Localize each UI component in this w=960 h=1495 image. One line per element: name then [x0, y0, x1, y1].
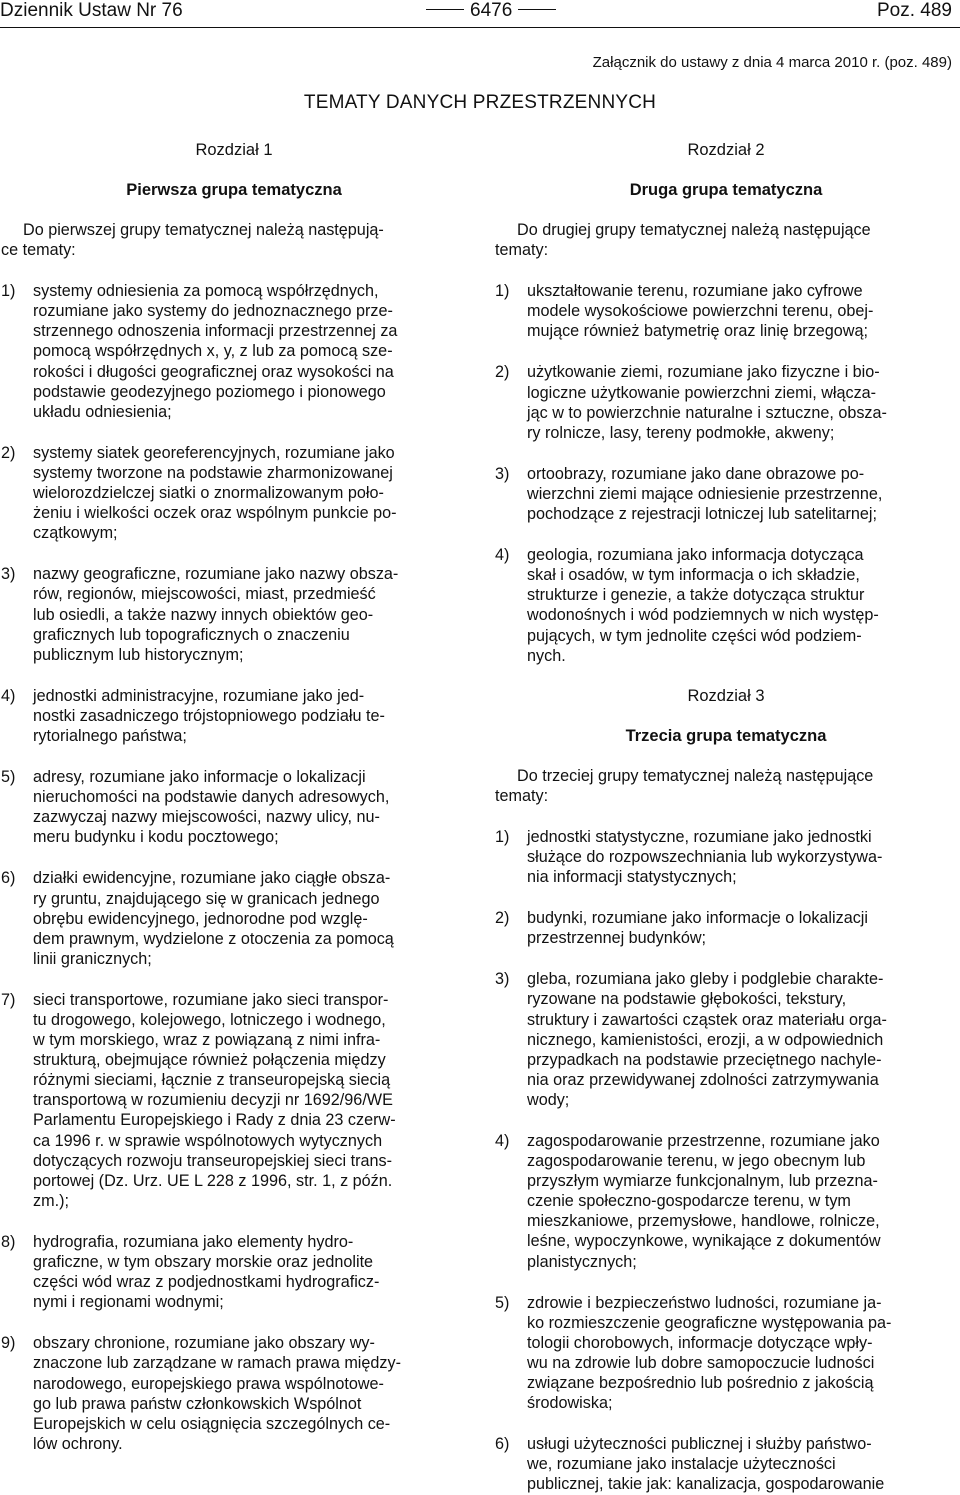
item-line: znaczone lub zarządzane w ramach prawa między- — [33, 1354, 401, 1373]
item-text — [33, 564, 467, 664]
item-line: podstawie geodezyjnego poziomego i pionowego — [33, 382, 386, 401]
item-text — [33, 767, 467, 847]
chapter-intro — [1, 220, 467, 260]
chapter-heading: Pierwsza grupa tematyczna — [126, 181, 342, 199]
item-line: przestrzennej budynków; — [527, 929, 707, 948]
item-line: linii granicznych; — [33, 949, 152, 968]
item-number: 1) — [1, 282, 16, 301]
chapter-intro — [495, 220, 957, 260]
item-line: w tym morskiego, wraz z powiązaną z nimi infra- — [33, 1031, 381, 1050]
item-text — [33, 1333, 467, 1454]
list-item — [1, 1333, 467, 1454]
item-line: leśne, wypoczynkowe, wynikające z dokumentów — [527, 1232, 881, 1251]
intro-line: tematy: — [495, 786, 549, 805]
item-line: ry gruntu, znajdującego się w granicach jednego — [33, 889, 380, 908]
item-line: logiczne użytkowanie powierzchni ziemi, włącza- — [527, 383, 877, 402]
item-line: układu odniesienia; — [33, 402, 172, 421]
item-line: we, rozumiane jako instalacje użyteczności — [527, 1455, 836, 1474]
item-line: jednostki administracyjne, rozumiane jako jed- — [33, 686, 365, 705]
item-line: geologia, rozumiana jako informacja dotycząca — [527, 546, 864, 565]
item-text — [527, 281, 957, 341]
item-number: 3) — [495, 464, 510, 483]
list-item — [495, 545, 957, 666]
item-line: tologii chorobowych, informacje dotyczące wpły- — [527, 1333, 873, 1352]
item-line: systemy odniesienia za pomocą współrzędnych, — [33, 282, 379, 301]
item-line: działki ewidencyjne, rozumiane jako ciągłe obsza- — [33, 869, 391, 888]
intro-line: ce tematy: — [1, 241, 76, 260]
item-line: różnymi sieciami, łącznie z transeuropejską siecią — [33, 1071, 391, 1090]
item-text — [527, 362, 957, 442]
item-line: ukształtowanie terenu, rozumiane jako cyfrowe — [527, 282, 863, 301]
item-number: 1) — [495, 282, 510, 301]
item-line: mujące również batymetrię oraz linię brzegową; — [527, 322, 868, 341]
item-text — [33, 281, 467, 422]
spacer — [1, 969, 467, 990]
item-line: nia informacji statystycznych; — [527, 868, 737, 887]
list-item — [1, 990, 467, 1211]
item-line: służące do rozpowszechniania lub wykorzystywa- — [527, 847, 883, 866]
item-line: ryzowane na podstawie głębokości, tekstury, — [527, 990, 847, 1009]
spacer — [1, 665, 467, 686]
item-line: lów ochrony. — [33, 1434, 123, 1453]
spacer — [1, 422, 467, 443]
header-rule — [0, 27, 960, 28]
item-line: zagospodarowanie terenu, w jego obecnym lub — [527, 1152, 866, 1171]
list-item — [495, 1434, 957, 1494]
spacer — [495, 443, 957, 464]
list-item — [1, 1232, 467, 1312]
item-line: transportową w rozumieniu decyzji nr 1692/96/WE — [33, 1091, 393, 1110]
item-text — [527, 908, 957, 948]
spacer — [1, 847, 467, 868]
chapter-number: Rozdział 2 — [687, 141, 765, 159]
item-line: graficznych lub topograficznych o znaczeniu — [33, 625, 350, 644]
item-text — [527, 545, 957, 666]
intro-line: Do trzeciej grupy tematycznej należą następujące — [517, 766, 874, 785]
item-line: planistycznych; — [527, 1252, 637, 1271]
item-line: nieruchomości na podstawie danych adresowych, — [33, 788, 390, 807]
item-number: 4) — [1, 686, 16, 705]
spacer — [495, 887, 957, 908]
item-line: nazwy geograficzne, rozumiane jako nazwy obsza- — [33, 565, 399, 584]
item-line: wodonośnych i wód podziemnych w nich występ- — [527, 606, 879, 625]
item-line: czenie społeczno-gospodarcze terenu, w tym — [527, 1192, 851, 1211]
spacer — [1, 1312, 467, 1333]
item-line: nymi i regionami wodnymi; — [33, 1293, 224, 1312]
item-number: 8) — [1, 1232, 16, 1251]
item-line: ko rozmieszczenie geograficzne występowania pa- — [527, 1313, 892, 1332]
item-line: zm.); — [33, 1191, 69, 1210]
item-line: publicznej, takie jak: kanalizacja, gospodarowanie — [527, 1475, 885, 1494]
list-item — [495, 281, 957, 341]
item-text — [527, 1293, 957, 1414]
item-line: Europejskich w celu osiągnięcia szczególnych ce- — [33, 1414, 391, 1433]
item-line: strukturą, obejmujące również połączenia między — [33, 1051, 386, 1070]
item-line: modele wysokościowe powierzchni terenu, obej- — [527, 302, 874, 321]
item-line: strzennego odnoszenia informacji przestrzennej za — [33, 322, 398, 341]
item-line: graficzne, w tym obszary morskie oraz jednolite — [33, 1253, 374, 1272]
item-line: zdrowie i bezpieczeństwo ludności, rozumiane ja- — [527, 1293, 882, 1312]
spacer — [495, 341, 957, 362]
item-line: narodowego, europejskiego prawa wspólnotowe- — [33, 1374, 384, 1393]
intro-line: Do pierwszej grupy tematycznej należą następują- — [23, 221, 384, 239]
item-line: nia oraz przewidywanej zdolności zatrzymywania — [527, 1070, 879, 1089]
item-line: ca 1996 r. w sprawie wspólnotowych wytycznych — [33, 1131, 383, 1150]
item-line: Parlamentu Europejskiego i Rady z dnia 23 czerw- — [33, 1111, 396, 1130]
spacer — [495, 806, 957, 827]
item-line: nicznego, kamienistości, erozji, a w odpowiednich — [527, 1030, 884, 1049]
item-number: 3) — [495, 970, 510, 989]
chapter-number: Rozdział 1 — [195, 141, 273, 159]
item-text — [33, 868, 467, 968]
journal-title: Dziennik Ustaw Nr 76 — [0, 0, 183, 21]
item-line: ry rolnicze, lasy, tereny podmokłe, akweny; — [527, 423, 835, 442]
item-line: związane bezpośrednio lub pośrednio z jakością — [527, 1374, 874, 1393]
item-line: systemy tworzone na podstawie zharmonizowanej — [33, 463, 393, 482]
spacer — [1, 543, 467, 564]
item-line: żeniu i wielkości oczek oraz wspólnym punkcie po- — [33, 504, 397, 523]
chapter-heading: Druga grupa tematyczna — [629, 181, 823, 199]
item-line: meru budynku i kodu pocztowego; — [33, 828, 279, 847]
item-line: nostki zasadniczego trójstopniowego podziału te- — [33, 706, 385, 725]
item-line: wu na zdrowie lub dobre samopoczucie ludności — [527, 1353, 875, 1372]
item-number: 2) — [495, 363, 510, 382]
item-line: pochodzące z rejestracji lotniczej lub satelitarnej; — [527, 505, 878, 524]
position-number: Poz. 489 — [877, 0, 952, 21]
list-item — [1, 564, 467, 664]
item-line: nych. — [527, 646, 566, 665]
dash-left — [426, 9, 464, 10]
item-line: skał i osadów, w tym informacja o ich składzie, — [527, 566, 860, 585]
item-line: adresy, rozumiane jako informacje o lokalizacji — [33, 768, 366, 787]
item-line: obszary chronione, rozumiane jako obszary wy- — [33, 1334, 375, 1353]
list-item — [495, 1293, 957, 1414]
item-line: rytorialnego państwa; — [33, 726, 187, 745]
document-title: TEMATY DANYCH PRZESTRZENNYCH — [303, 92, 657, 113]
spacer — [1, 260, 467, 281]
spacer — [495, 1272, 957, 1293]
list-item — [495, 969, 957, 1110]
item-text — [527, 1434, 957, 1494]
page-number-text: 6476 — [470, 0, 513, 21]
item-number: 4) — [495, 1132, 510, 1150]
item-number: 6) — [1, 869, 16, 888]
item-line: jąc w to powierzchnie naturalne i sztuczne, obsza- — [527, 403, 887, 422]
item-line: czątkowym; — [33, 524, 118, 543]
item-text — [33, 443, 467, 543]
item-text — [33, 686, 467, 746]
chapter-heading: Trzecia grupa tematyczna — [625, 726, 827, 745]
list-item — [1, 686, 467, 746]
item-line: wody; — [527, 1090, 570, 1109]
item-line: mieszkaniowe, przemysłowe, handlowe, rolnicze, — [527, 1212, 880, 1231]
spacer — [495, 260, 957, 281]
list-item — [495, 827, 957, 887]
spacer — [495, 948, 957, 969]
item-line: rozumiane jako systemy do jednoznacznego prze- — [33, 302, 393, 321]
item-line: przyszłym wymiarze funkcjonalnym, lub przezna- — [527, 1172, 878, 1191]
item-line: hydrografia, rozumiana jako elementy hydro- — [33, 1232, 354, 1251]
item-line: wielorozdzielczej siatki o znormalizowanym poło- — [33, 484, 384, 503]
item-number: 7) — [1, 990, 16, 1009]
item-line: tu drogowego, kolejowego, lotniczego i wodnego, — [33, 1011, 386, 1029]
item-line: strukturze i genezie, a także dotycząca struktur — [527, 586, 865, 605]
item-line: użytkowanie ziemi, rozumiane jako fizyczne i bio- — [527, 363, 880, 382]
item-line: portowej (Dz. Urz. UE L 228 z 1996, str. 1, z późn. — [33, 1171, 393, 1190]
item-text — [527, 1131, 957, 1272]
spacer — [495, 524, 957, 545]
item-number: 2) — [1, 443, 16, 462]
list-item — [495, 908, 957, 948]
list-item — [1, 767, 467, 847]
item-number: 6) — [495, 1435, 510, 1454]
list-item — [495, 362, 957, 442]
left-column — [1, 140, 467, 1454]
item-line: przypadkach na podstawie przeciętnego nachyle- — [527, 1050, 882, 1069]
spacer — [495, 1413, 957, 1434]
item-text — [527, 464, 957, 524]
item-line: gleba, rozumiana jako gleby i podglebie charakte- — [527, 970, 884, 989]
page-number — [420, 0, 562, 22]
item-number: 1) — [495, 827, 510, 846]
right-column — [495, 140, 957, 1495]
list-item — [1, 443, 467, 543]
item-text — [33, 990, 467, 1211]
item-number: 3) — [1, 565, 16, 584]
item-line: go lub prawa państw członkowskich Wspólnot — [33, 1394, 362, 1413]
item-line: sieci transportowe, rozumiane jako sieci transpor- — [33, 990, 389, 1009]
annex-note: Załącznik do ustawy z dnia 4 marca 2010 r. (poz. 489) — [592, 54, 952, 71]
dash-right — [518, 9, 556, 10]
item-line: wierzchni ziemi mające odniesienie przestrzenne, — [527, 484, 883, 503]
item-line: systemy siatek georeferencyjnych, rozumiane jako — [33, 443, 395, 462]
list-item — [495, 1131, 957, 1272]
item-number: 2) — [495, 909, 510, 928]
item-line: publicznym lub historycznym; — [33, 645, 244, 664]
list-item — [1, 868, 467, 968]
item-line: jednostki statystyczne, rozumiane jako jednostki — [527, 827, 872, 846]
spacer — [1, 1211, 467, 1232]
item-line: dem prawnym, wydzielone z otoczenia za pomocą — [33, 929, 394, 948]
item-line: części wód wraz z podjednostkami hydrograficz- — [33, 1273, 380, 1292]
spacer — [1, 746, 467, 767]
item-line: środowiska; — [527, 1394, 613, 1413]
intro-line: tematy: — [495, 241, 549, 260]
item-line: ortoobrazy, rozumiane jako dane obrazowe po- — [527, 464, 865, 483]
item-line: usługi użyteczności publicznej i służby państwo- — [527, 1435, 872, 1454]
item-number: 9) — [1, 1334, 16, 1353]
item-text — [527, 969, 957, 1110]
item-number: 5) — [1, 768, 16, 787]
item-text — [33, 1232, 467, 1312]
item-line: rów, regionów, miejscowości, miast, przedmieść — [33, 585, 376, 604]
intro-line: Do drugiej grupy tematycznej należą następujące — [517, 221, 871, 239]
item-line: budynki, rozumiane jako informacje o lokalizacji — [527, 909, 868, 928]
chapter-intro — [495, 766, 957, 806]
spacer — [495, 666, 957, 686]
item-line: pomocą współrzędnych x, y, z lub za pomocą sze- — [33, 342, 393, 361]
item-line: lub osiedli, a także nazwy innych obiektów geo- — [33, 605, 374, 624]
item-line: obrębu ewidencyjnego, jednorodne pod wzglę- — [33, 909, 368, 928]
list-item — [495, 464, 957, 524]
chapter-number: Rozdział 3 — [687, 686, 765, 705]
item-line: zagospodarowanie przestrzenne, rozumiane jako — [527, 1132, 880, 1150]
item-line: struktury i zawartości cząstek oraz materiału orga- — [527, 1010, 887, 1029]
item-number: 5) — [495, 1293, 510, 1312]
item-line: dotyczących rozwoju transeuropejskiej sieci trans- — [33, 1151, 392, 1170]
spacer — [495, 1110, 957, 1131]
item-text — [527, 827, 957, 887]
item-line: pujących, w tym jednolite części wód podziem- — [527, 626, 862, 645]
list-item — [1, 281, 467, 422]
item-line: zazwyczaj nazwy miejscowości, nazwy ulicy, nu- — [33, 808, 380, 827]
item-number: 4) — [495, 546, 510, 565]
item-line: rokości i długości geograficznej oraz wysokości na — [33, 362, 394, 381]
